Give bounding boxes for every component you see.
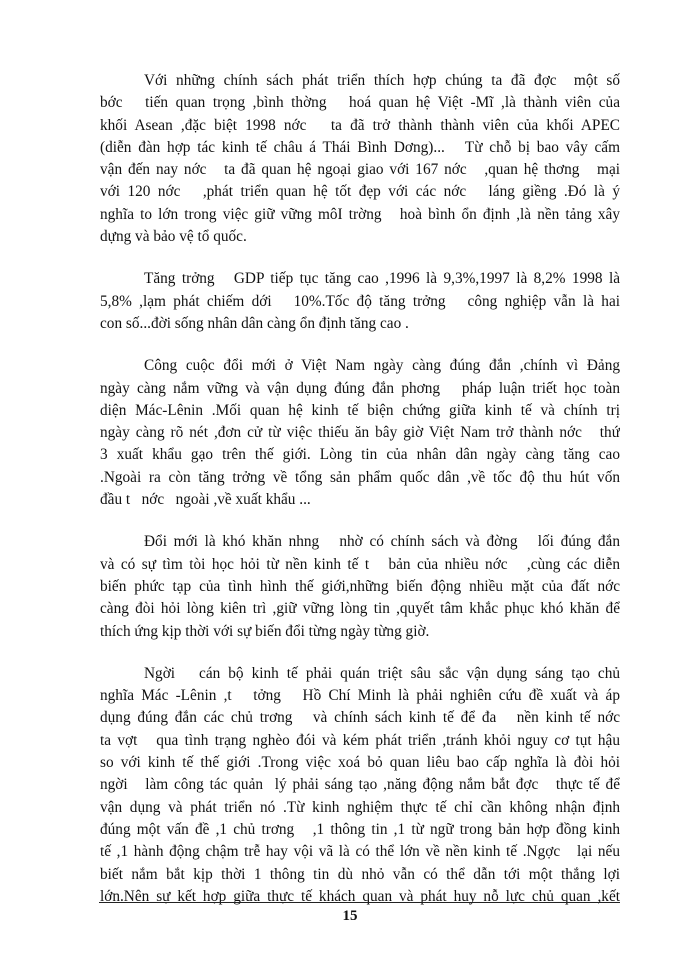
- text-line: đúng một vấn đề ,1 chủ trơng ,1 thông tin ,1 từ ngữ trong bản hợp đồng kinh: [100, 820, 620, 838]
- text-line: Đổi mới là khó khăn nhng nhờ có chính sách và đờng lối đúng đắn: [144, 533, 620, 551]
- text-line: ngày càng nắm vững và vận dụng đúng đắn phơng pháp luận triết học toàn: [100, 379, 620, 397]
- text-line: dựng và bảo vệ tổ quốc.: [100, 228, 247, 246]
- text-line: nghĩa Mác -Lênin ,t tởng Hồ Chí Minh là phải nghiên cứu đề xuất và áp: [100, 687, 620, 705]
- text-line: 5,8% ,lạm phát chiếm dới 10%.Tốc độ tăng trởng công nghiệp vẫn là hai: [100, 292, 620, 310]
- text-line: ngày càng rõ nét ,đơn cử từ việc thiếu ăn bây giờ Việt Nam trở thành nớc thứ: [100, 424, 620, 442]
- paragraph-1: [100, 70, 620, 248]
- document-body: [100, 70, 620, 928]
- text-line: nghĩa to lớn trong việc giữ vững môI trờng hoà bình ổn định ,là nền tảng xây: [100, 205, 620, 223]
- paragraph-3: [100, 355, 620, 511]
- page-number: 15: [342, 908, 358, 924]
- text-line: thích ứng kịp thời với sự biến đổi từng ngày từng giờ.: [100, 622, 430, 640]
- text-line: đầu t nớc ngoài ,về xuất khẩu ...: [100, 491, 311, 509]
- text-line: diện Mác-Lênin .Mối quan hệ kinh tế biện chứng giữa kinh tế và chính trị: [100, 401, 620, 419]
- text-line: Tăng trởng GDP tiếp tục tăng cao ,1996 là 9,3%,1997 là 8,2% 1998 là: [144, 270, 620, 288]
- footer-divider: [99, 902, 620, 903]
- text-line: .Ngoài ra còn tăng trởng về tổng sản phẩm quốc dân ,về tốc độ thu hút vốn: [100, 468, 620, 486]
- text-line: lớn.Nên sự kết hợp giữa thực tế khách quan và phát huy nỗ lực chủ quan ,kết: [100, 887, 620, 905]
- text-line: với 120 nớc ,phát triển quan hệ tốt đẹp với các nớc láng giềng .Đó là ý: [100, 183, 620, 201]
- text-line: (diễn đàn hợp tác kinh tế châu á Thái Bình Dơng)... Từ chỗ bị bao vây cấm: [100, 138, 620, 156]
- paragraph-2: [100, 268, 620, 335]
- text-line: Với những chính sách phát triển thích hợp chúng ta đã đợc một số: [144, 72, 620, 89]
- text-line: bớc tiến quan trọng ,bình thờng hoá quan hệ Việt -Mĩ ,là thành viên của: [100, 94, 620, 112]
- text-line: và có sự tìm tòi học hỏi từ nền kinh tế t bản của nhiều nớc ,cùng các diễn: [100, 555, 620, 573]
- text-line: vận dụng và phát triển nó .Từ kinh nghiệm thực tế chỉ cần không nhận định: [100, 798, 620, 816]
- text-line: dụng đúng đắn các chủ trơng và chính sách kinh tế để đa nền kinh tế nớc: [100, 709, 620, 727]
- text-line: biết nắm bắt kịp thời 1 thông tin dù nhỏ vẫn có thể dẫn tới một thắng lợi: [100, 865, 620, 883]
- text-line: 3 xuất khẩu gạo trên thế giới. Lòng tin của nhân dân ngày càng tăng cao: [100, 446, 620, 464]
- text-line: Công cuộc đổi mới ở Việt Nam ngày càng đúng đắn ,chính vì Đảng: [144, 357, 620, 375]
- text-line: càng đòi hỏi lòng kiên trì ,giữ vững lòng tin ,quyết tâm khắc phục khó khăn để: [100, 600, 620, 618]
- text-line: con số...đời sống nhân dân càng ổn định tăng cao .: [100, 314, 409, 332]
- paragraph-5: [100, 663, 620, 908]
- text-line: tế ,1 hành động chậm trễ hay vội vã là có thể lớn về nền kinh tế .Ngợc lại nếu: [100, 843, 620, 861]
- text-line: biến phức tạp của tình hình thế giới,những biến động nhiều mặt của đất nớc: [100, 577, 620, 595]
- text-line: Ngời cán bộ kinh tế phải quán triệt sâu sắc vận dụng sáng tạo chủ: [144, 664, 620, 682]
- text-line: vận đến nay nớc ta đã quan hệ ngoại giao với 167 nớc ,quan hệ thơng mại: [100, 161, 620, 179]
- text-line: ta vợt qua tình trạng nghèo đói và kém phát triển ,tránh khỏi nguy cơ tụt hậu: [100, 731, 620, 749]
- text-line: khối Asean ,đặc biệt 1998 nớc ta đã trở thành thành viên của khối APEC: [100, 116, 620, 134]
- text-line: ngời làm công tác quản lý phải sáng tạo ,năng động nắm bắt đợc thực tế để: [100, 776, 620, 794]
- paragraph-4: [100, 531, 620, 642]
- text-line: so với kinh tế thế giới .Trong việc xoá bỏ quan liêu bao cấp nghĩa là đòi hỏi: [100, 754, 620, 772]
